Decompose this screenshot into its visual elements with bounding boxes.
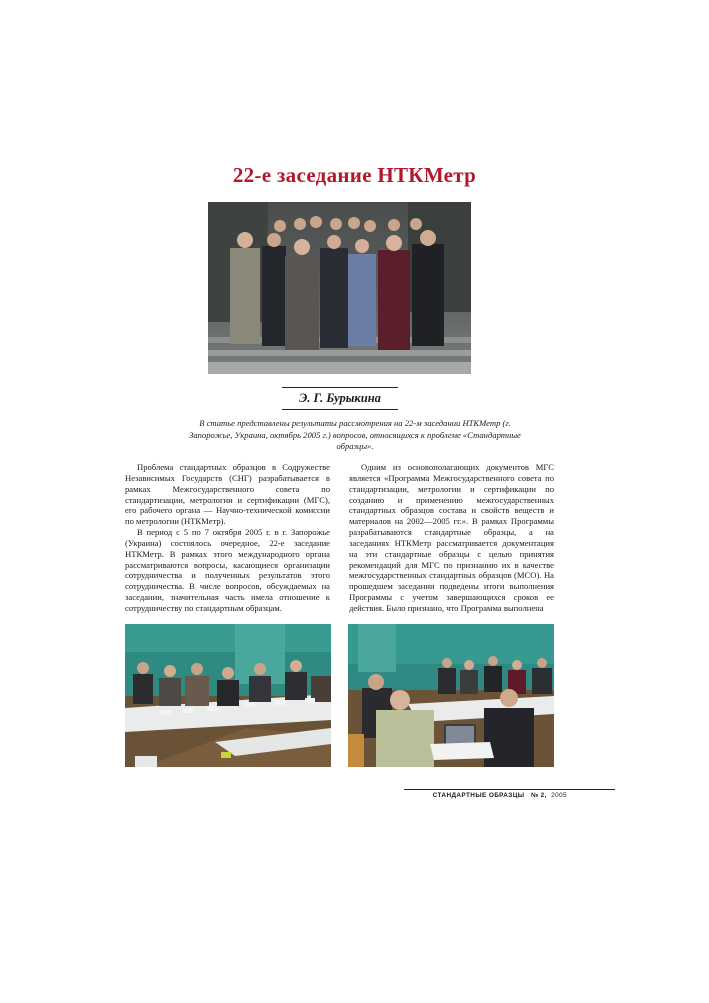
meeting-photo-left xyxy=(125,624,331,767)
author-block xyxy=(282,387,398,410)
article-title: 22-е заседание НТКМетр xyxy=(232,163,477,187)
paragraph: В период с 5 по 7 октября 2005 г. в г. Запорожье (Украина) состоялось очередное, 22-е заседание НТКМетр. В рамках этого международного органа рассматриваются вопросы, касающиеся организации сотрудничества и полученных результатов этого сотрудничества. В числе вопросов, обсуждаемых на заседании, значительная часть имела отношение к сотрудничеству по стандартным образцам. xyxy=(125,527,330,613)
author-rule-bottom xyxy=(282,409,398,410)
page-footer xyxy=(404,792,567,799)
text-column-right xyxy=(349,462,554,614)
meeting-photo-right xyxy=(348,624,554,767)
issue-year: 2005 xyxy=(551,792,567,799)
footer-rule xyxy=(404,789,615,790)
text-column-left xyxy=(125,462,330,614)
group-photo xyxy=(208,202,471,374)
paragraph: Проблема стандартных образцов в Содружестве Независимых Государств (СНГ) разрабатывается в рамках Межгосударственного совета по стандартизации, метрологии и сертификации (МГС), его рабочего органа — Научно-технической комиссии по метрологии (НТКМетр). xyxy=(125,462,330,527)
issue-number: № 2, xyxy=(530,792,547,799)
journal-name: СТАНДАРТНЫЕ ОБРАЗЦЫ xyxy=(432,792,525,799)
author-name: Э. Г. Бурыкина xyxy=(299,391,381,405)
abstract: В статье представлены результаты рассмотрения на 22-м заседании НТКМетр (г. Запорожье, Украина, октябрь 2005 г.) вопросов, относящихся к проблеме «Стандартные образцы». xyxy=(189,418,521,452)
paragraph: Одним из основополагающих документов МГС является «Программа Межгосударственного совета по стандартизации, метрологии и сертификации по созданию и применению межгосударственных стандартных образцов состава и свойств веществ и материалов на 2002—2005 гг.». В рамках Программы разрабатываются стандартные образцы, а на заседаниях НТКМетр рассматривается документация на эти стандартные образцы с целью принятия рекомендаций для МГС по признанию их в качестве межгосударственных стандартных образцов (МСО). На прошедшем заседании подведены итоги выполнения Программы с учетом завершающихся сроков ее действия. Было признано, что Программа выполнена xyxy=(349,462,554,613)
